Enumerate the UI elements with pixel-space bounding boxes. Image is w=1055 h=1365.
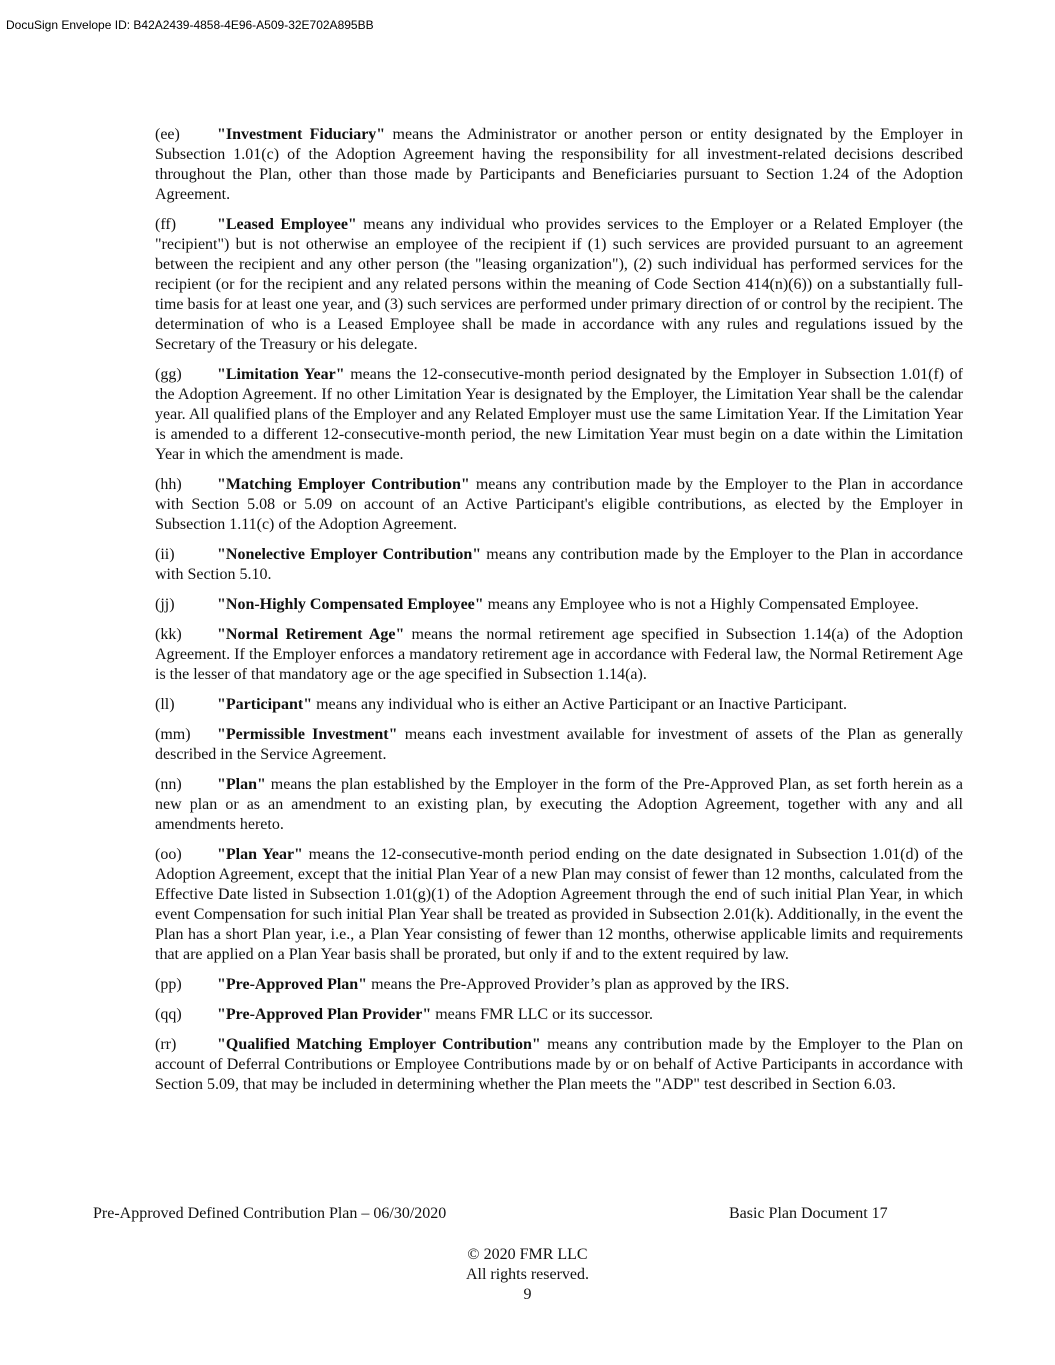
definition-term: "Plan Year" xyxy=(217,846,303,863)
definition-term: "Normal Retirement Age" xyxy=(217,626,405,643)
definition-term: "Limitation Year" xyxy=(217,366,345,383)
definition-number: (hh) xyxy=(155,476,182,493)
definition-term: "Plan" xyxy=(217,776,266,793)
definition-pp xyxy=(155,975,963,995)
definition-text: means FMR LLC or its successor. xyxy=(431,1006,653,1023)
definition-term: "Non-Highly Compensated Employee" xyxy=(217,596,484,613)
definition-number: (ll) xyxy=(155,696,175,713)
definition-text: means any contribution made by the Employer to the Plan in accordance with Section 5.08 or 5.09 on account of an Active Participant's eligible contributions, as elected by the Employer in Subsection 1.11(c) of the Adoption Agreement. xyxy=(155,476,964,533)
definition-number: (mm) xyxy=(155,726,191,743)
definition-number: (oo) xyxy=(155,846,182,863)
definition-jj xyxy=(155,595,963,615)
footer-page-label: Basic Plan Document 17 xyxy=(729,1205,888,1222)
definition-term: "Investment Fiduciary" xyxy=(217,126,386,143)
definition-text: means any contribution made by the Employer to the Plan on account of Deferral Contributions or Employee Contributions made by or on behalf of Active Participants in accordance with Section 5.09, that may be included in determining whether the Plan meets the "ADP" test described in Section 6.03. xyxy=(155,1036,963,1093)
definition-number: (kk) xyxy=(155,626,182,643)
definition-text: means the Pre-Approved Provider’s plan as approved by the IRS. xyxy=(367,976,790,993)
definition-hh xyxy=(155,475,963,535)
definition-term: "Participant" xyxy=(217,696,313,713)
definition-term: "Matching Employer Contribution" xyxy=(217,476,470,493)
definition-number: (ff) xyxy=(155,216,177,233)
definition-number: (ee) xyxy=(155,126,180,143)
definition-qq xyxy=(155,1005,963,1025)
definition-term: "Pre-Approved Plan" xyxy=(217,976,368,993)
page-number: 9 xyxy=(523,1286,532,1303)
definition-number: (gg) xyxy=(155,366,182,383)
definition-ll xyxy=(155,695,963,715)
copyright-text: © 2020 FMR LLC xyxy=(467,1246,588,1263)
definition-text: means the plan established by the Employer in the form of the Pre-Approved Plan, as set forth herein as a new plan or as an amendment to an existing plan, by executing the Adoption Agreement, together with any and all amendments hereto. xyxy=(155,776,963,833)
envelope-id: DocuSign Envelope ID: B42A2439-4858-4E96-A509-32E702A895BB xyxy=(6,18,374,32)
definition-ee xyxy=(155,125,963,205)
definition-text: means each investment available for investment of assets of the Plan as generally described in the Service Agreement. xyxy=(155,726,964,763)
definition-number: (ii) xyxy=(155,546,175,563)
footer-document-title: Pre-Approved Defined Contribution Plan – 06/30/2020 xyxy=(93,1205,447,1222)
definition-number: (pp) xyxy=(155,976,182,993)
definition-ii xyxy=(155,545,963,585)
definition-text: means any contribution made by the Employer to the Plan in accordance with Section 5.10. xyxy=(155,546,963,583)
definition-number: (jj) xyxy=(155,596,175,613)
definition-number: (qq) xyxy=(155,1006,182,1023)
definition-text: means any individual who is either an Active Participant or an Inactive Participant. xyxy=(312,696,848,713)
definition-mm xyxy=(155,725,963,765)
rights-text: All rights reserved. xyxy=(465,1266,590,1283)
definition-ff xyxy=(155,215,963,355)
definition-text: means the normal retirement age specified in Subsection 1.14(a) of the Adoption Agreement. If the Employer enforces a mandatory retirement age in accordance with Federal law, the Normal Retirement Age is the lesser of that mandatory age or the age specified in Subsection 1.14(a). xyxy=(155,626,963,683)
definition-rr xyxy=(155,1035,963,1095)
definition-term: "Leased Employee" xyxy=(217,216,357,233)
definition-term: "Pre-Approved Plan Provider" xyxy=(217,1006,432,1023)
definitions-section xyxy=(155,125,963,1105)
definition-oo xyxy=(155,845,963,965)
definition-kk xyxy=(155,625,963,685)
footer-copyright-block xyxy=(0,1245,1055,1305)
definition-number: (nn) xyxy=(155,776,182,793)
definition-gg xyxy=(155,365,963,465)
definition-term: "Permissible Investment" xyxy=(217,726,398,743)
definition-text: means any Employee who is not a Highly Compensated Employee. xyxy=(483,596,919,613)
definition-text: means any individual who provides services to the Employer or a Related Employer (the "recipient") but is not otherwise an employee of the recipient if (1) such services are provided pursuant to an agreement between the recipient and any other person (the "leasing organization"), (2) such individual has performed services for the recipient (or for the recipient and any related persons within the meaning of Code Section 414(n)(6)) on a substantially full-time basis for at least one year, and (3) such services are performed under primary direction of or control by the recipient. The determination of who is a Leased Employee shall be made in accordance with any rules and regulations issued by the Secretary of the Treasury or his delegate. xyxy=(155,216,964,353)
definition-nn xyxy=(155,775,963,835)
definition-text: means the Administrator or another person or entity designated by the Employer in Subsection 1.01(c) of the Adoption Agreement having the responsibility for all investment-related decisions described throughout the Plan, other than those made by Participants and Beneficiaries pursuant to Section 1.24 of the Adoption Agreement. xyxy=(155,126,963,203)
definition-text: means the 12-consecutive-month period designated by the Employer in Subsection 1.01(f) of the Adoption Agreement. If no other Limitation Year is designated by the Employer, the Limitation Year shall be the calendar year. All qualified plans of the Employer and any Related Employer must use the same Limitation Year. If the Limitation Year is amended to a different 12-consecutive-month period, the new Limitation Year must begin on a date within the Limitation Year in which the amendment is made. xyxy=(155,366,964,463)
definition-term: "Nonelective Employer Contribution" xyxy=(217,546,482,563)
definition-term: "Qualified Matching Employer Contribution" xyxy=(217,1036,541,1053)
definition-number: (rr) xyxy=(155,1036,177,1053)
definition-text: means the 12-consecutive-month period ending on the date designated in Subsection 1.01(d) of the Adoption Agreement, except that the initial Plan Year of a new Plan may consist of fewer than 12 months, calculated from the Effective Date listed in Subsection 1.01(g)(1) of the Adoption Agreement through the end of such initial Plan Year, in which event Compensation for such initial Plan Year shall be treated as provided in Subsection 2.01(k). Additionally, in the event the Plan has a short Plan year, i.e., a Plan Year consisting of fewer than 12 months, otherwise applicable limits and requirements that are applied on a Plan Year basis shall be prorated, but only if and to the extent required by law. xyxy=(155,846,963,963)
